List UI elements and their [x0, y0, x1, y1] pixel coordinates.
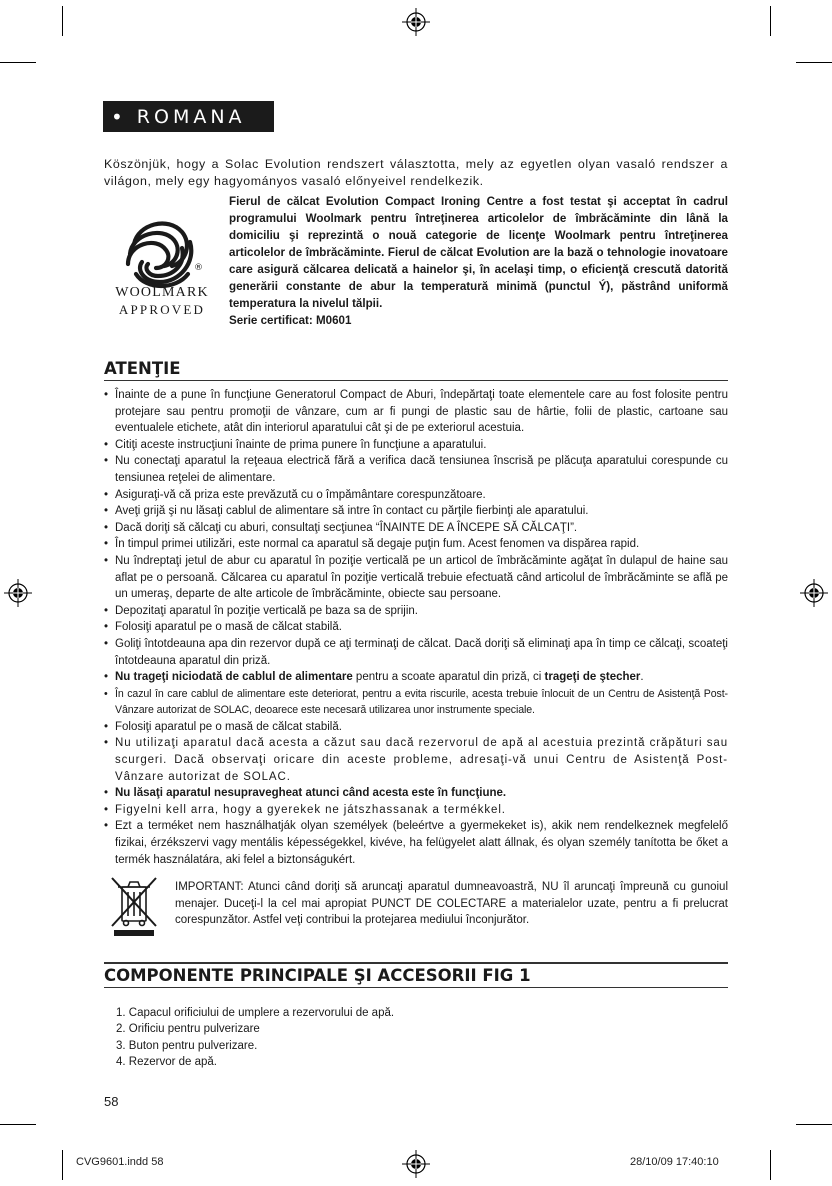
- crop-mark: [0, 62, 36, 63]
- language-title: ROMANA: [136, 105, 246, 128]
- list-item: • Figyelni kell arra, hogy a gyerekek ne játszhassanak a termékkel.: [104, 802, 728, 819]
- list-item: • Ezt a terméket nem használhatják olyan személyek (beleértve a gyermekeket is), akik nem rendelkeznek megfelelő fizikai, érzékszervi vagy mentális képességekkel, kivéve, ha felügyelet alatt állnak, és olyan személy tanította be őket a termék használatára, aki felel a biztonságukért.: [104, 818, 728, 868]
- woolmark-line1: WOOLMARK: [115, 285, 209, 300]
- list-item: • Înainte de a pune în funcţiune Generatorul Compact de Aburi, îndepărtaţi toate elementele care au fost folosite pentru protejare sau pentru promoţii de vânzare, cum ar fi pungi de plastic sau de hârtie, folii de plastic, cartoane sau eventualele etichete, atât din interiorul aparatului cât şi de pe exteriorul acestuia.: [104, 387, 728, 437]
- list-item: • Depozitaţi aparatul în poziţie verticală pe baza sa de sprijin.: [104, 603, 728, 620]
- crossed-bin-icon: [108, 874, 160, 938]
- section-divider: [104, 962, 728, 964]
- certification-serial: Serie certificat: M0601: [229, 314, 352, 327]
- crop-mark: [796, 1124, 832, 1125]
- list-item: 4. Rezervor de apă.: [116, 1056, 218, 1069]
- plug-bold: Nu trageţi niciodată de cablul de alimentare: [115, 671, 353, 684]
- list-item: • Citiţi aceste instrucţiuni înainte de prima punere în funcţiune a aparatului.: [104, 437, 728, 454]
- crop-mark: [62, 1150, 63, 1180]
- bullet-icon: •: [111, 104, 123, 129]
- list-item: • Folosiţi aparatul pe o masă de călcat stabilă.: [104, 619, 728, 636]
- slug-date: 28/10/09 17:40:10: [630, 1156, 719, 1168]
- registration-mark-icon: [800, 579, 828, 607]
- components-list: [116, 1005, 394, 1071]
- list-item: 2. Orificiu pentru pulverizare: [116, 1023, 260, 1036]
- list-item: • Dacă doriţi să călcaţi cu aburi, consultaţi secţiunea “ÎNAINTE DE A ÎNCEPE SĂ CĂLCAŢI”.: [104, 520, 728, 537]
- disposal-text: IMPORTANT: Atunci când doriţi să aruncaţi aparatul dumneavoastră, NU îl aruncaţi împreună cu gunoiul menajer. Duceţi-l la cel mai apropiat PUNCT DE COLECTARE a materialelor uzate, pentru a fi prelucrat corespunzător. Astfel veţi contribui la protejarea mediului înconjurător.: [175, 881, 728, 927]
- plug-bold2: trageţi de ştecher: [544, 671, 641, 684]
- crop-mark: [770, 1150, 771, 1180]
- components-title: COMPONENTE PRINCIPALE ŞI ACCESORII FIG 1: [104, 966, 728, 988]
- warning-list: [104, 387, 728, 868]
- certification-text: Fierul de călcat Evolution Compact Ironing Centre a fost testat şi acceptat în cadrul programului Woolmark pentru întreţinerea articolelor de îmbrăcăminte din lână la domiciliu şi reprezintă o nouă categorie de licenţe Woolmark pentru întreţinerea articolelor de îmbrăcăminte. Fierul de călcat Evolution are la bază o tehnologie inovatoare care asigură călcarea delicată a hainelor şi, în acelaşi timp, o eficienţă crescută datorită generării constante de abur la temperatură minimă (punctul Ý), păstrând uniformă temperatura la nivelul tălpii.: [229, 195, 728, 310]
- list-item: • Aveţi grijă şi nu lăsaţi cablul de alimentare să intre în contact cu părţile fierbinţi ale aparatului.: [104, 503, 728, 520]
- list-item: 3. Buton pentru pulverizare.: [116, 1039, 258, 1052]
- unattended-bold: Nu lăsaţi aparatul nesupravegheat atunci când acesta este în funcţiune.: [115, 787, 507, 800]
- list-item: • În timpul primei utilizări, este normal ca aparatul să degaje puţin fum. Acest fenomen va dispărea rapid.: [104, 536, 728, 553]
- plug-end: .: [640, 671, 644, 684]
- list-item: • Folosiţi aparatul pe o masă de călcat stabilă.: [104, 719, 728, 736]
- registration-mark-icon: [402, 1150, 430, 1178]
- list-item: • Goliţi întotdeauna apa din rezervor după ce aţi terminaţi de călcat. Dacă doriţi să eliminaţi apa în timp ce călcaţi, scoateţi întotdeauna aparatul din priză.: [104, 636, 728, 669]
- crop-mark: [770, 6, 771, 36]
- list-item: • În cazul în care cablul de alimentare este deteriorat, pentru a evita riscurile, acesta trebuie înlocuit de un Centru de Asistenţă Post-Vânzare autorizat de SOLAC, deoarece este necesară utilizarea unor instrumente speciale.: [104, 686, 728, 719]
- plug-middle: pentru a scoate aparatul din priză, ci: [352, 671, 545, 684]
- slug-file: CVG9601.indd 58: [76, 1156, 164, 1168]
- list-item: • Nu conectaţi aparatul la reţeaua electrică fără a verifica dacă tensiunea înscrisă pe plăcuţa aparatului corespunde cu tensiunea reţelei de alimentare.: [104, 453, 728, 486]
- certification-block: [229, 193, 728, 329]
- intro-text: Köszönjük, hogy a Solac Evolution rendszert választotta, mely az egyetlen olyan vasaló rendszer a világon, mely egy hagyományos vasaló előnyeivel rendelkezik.: [104, 157, 728, 188]
- woolmark-logo-icon: [106, 204, 218, 324]
- list-item: 1. Capacul orificiului de umplere a rezervorului de apă.: [116, 1007, 395, 1019]
- crop-mark: [796, 62, 832, 63]
- crop-mark: [62, 6, 63, 36]
- woolmark-line2: APPROVED: [118, 302, 206, 317]
- list-item: [104, 785, 728, 802]
- page-number: 58: [104, 1094, 119, 1109]
- crop-mark: [0, 1124, 36, 1125]
- list-item-plug: [104, 669, 728, 686]
- warning-title: ATENŢIE: [104, 359, 728, 381]
- registration-mark-icon: [4, 579, 32, 607]
- list-item: • Asiguraţi-vă că priza este prevăzută cu o împământare corespunzătoare.: [104, 487, 728, 504]
- registered-mark: ®: [194, 263, 203, 273]
- list-item: • Nu îndreptaţi jetul de abur cu aparatul în poziţie verticală pe un articol de îmbrăcăminte agăţat în dulapul de haine sau aflat pe o persoană. Călcarea cu aparatul în poziţie verticală trebuie efectuată când articolul de îmbrăcăminte se află pe un umeraş, departe de alte articole de îmbrăcăminte, obiecte sau persoane.: [104, 553, 728, 603]
- list-item: • Nu utilizaţi aparatul dacă acesta a căzut sau dacă rezervorul de apă al acestuia prezintă crăpături sau scurgeri. Dacă observaţi oricare din aceste probleme, adresaţi-vă unui Centru de Asistenţă Post-Vânzare autorizat de SOLAC.: [104, 735, 728, 785]
- language-header: [103, 101, 274, 132]
- registration-mark-icon: [402, 8, 430, 36]
